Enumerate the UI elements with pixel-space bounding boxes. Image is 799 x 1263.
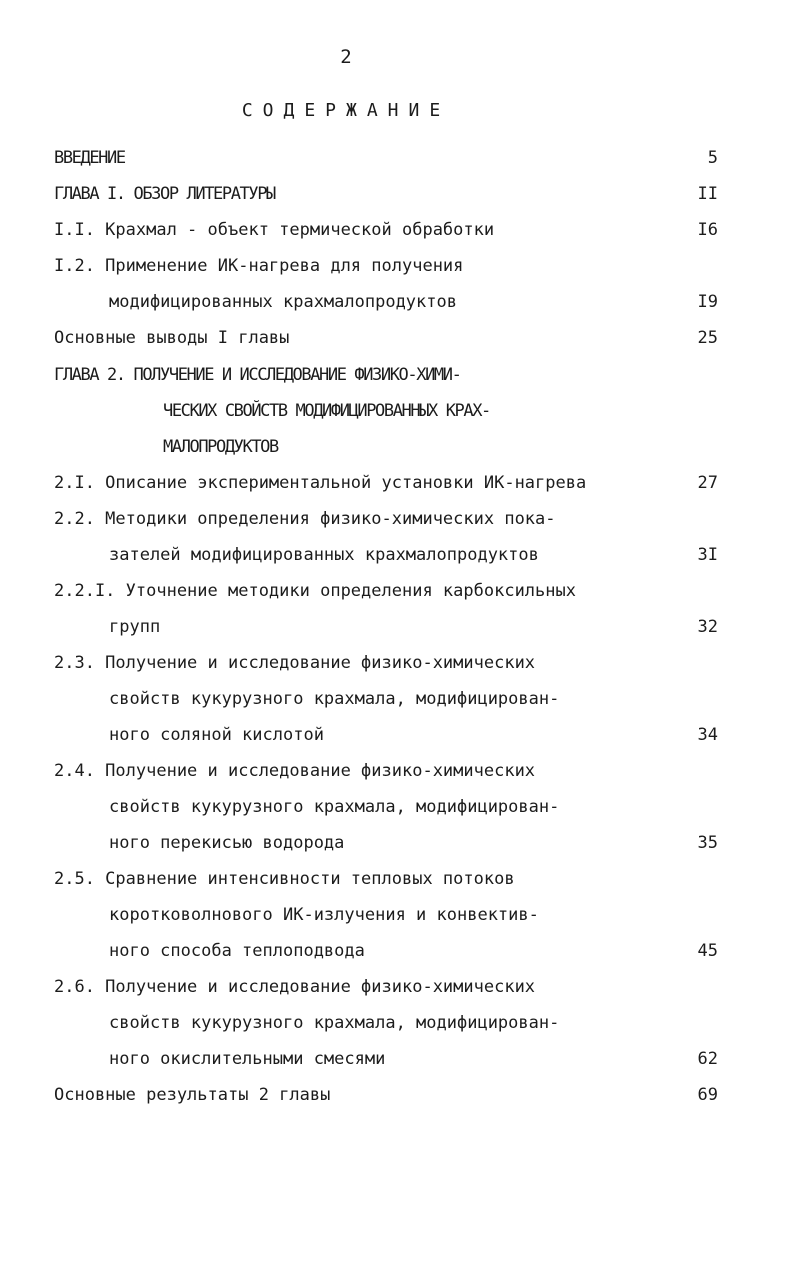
toc-title: СОДЕРЖАНИЕ	[241, 100, 451, 121]
toc-page-results-2: 69	[697, 1085, 718, 1105]
toc-page-1-1: I6	[697, 220, 718, 240]
toc-page-2-2: 3I	[697, 545, 718, 565]
toc-entry-2-5-cont2: ного способа теплоподвода	[109, 941, 365, 961]
toc-entry-2-2-cont: зателей модифицированных крахмалопродуктов	[109, 545, 539, 565]
toc-entry-introduction: ВВЕДЕНИЕ	[54, 148, 125, 168]
toc-entry-results-2: Основные результаты 2 главы	[54, 1085, 331, 1105]
toc-entry-2-6-cont2: ного окислительными смесями	[109, 1049, 386, 1069]
toc-entry-1-1: I.I. Крахмал - объект термической обработки	[54, 220, 495, 240]
toc-entry-chapter-2-cont2: МАЛОПРОДУКТОВ	[163, 437, 278, 457]
toc-entry-2-6: 2.6. Получение и исследование физико-химических	[54, 977, 536, 997]
toc-entry-2-3-cont2: ного соляной кислотой	[109, 725, 324, 745]
toc-entry-conclusions-1: Основные выводы I главы	[54, 328, 290, 348]
toc-page-introduction: 5	[707, 148, 718, 168]
toc-entry-2-5-cont: коротковолнового ИК-излучения и конвектив-	[109, 905, 539, 925]
toc-page-conclusions-1: 25	[697, 328, 718, 348]
toc-entry-1-2: I.2. Применение ИК-нагрева для получения	[54, 256, 464, 276]
toc-entry-2-2: 2.2. Методики определения физико-химических пока-	[54, 509, 556, 529]
toc-entry-2-3-cont: свойств кукурузного крахмала, модифицирован-	[109, 689, 560, 709]
toc-entry-2-4-cont2: ного перекисью водорода	[109, 833, 345, 853]
toc-entry-2-2-1: 2.2.I. Уточнение методики определения карбоксильных	[54, 581, 576, 601]
toc-entry-2-2-1-cont: групп	[109, 617, 161, 637]
toc-page-2-4: 35	[697, 833, 718, 853]
toc-entry-2-4-cont: свойств кукурузного крахмала, модифицирован-	[109, 797, 560, 817]
toc-entry-2-4: 2.4. Получение и исследование физико-химических	[54, 761, 536, 781]
toc-page-2-2-1: 32	[697, 617, 718, 637]
toc-entry-2-3: 2.3. Получение и исследование физико-химических	[54, 653, 536, 673]
page-number: 2	[340, 46, 352, 68]
toc-entry-2-6-cont: свойств кукурузного крахмала, модифицирован-	[109, 1013, 560, 1033]
toc-page-2-3: 34	[697, 725, 718, 745]
toc-page-chapter-1: II	[697, 184, 718, 204]
toc-entry-2-5: 2.5. Сравнение интенсивности тепловых потоков	[54, 869, 515, 889]
toc-entry-chapter-2: ГЛАВА 2. ПОЛУЧЕНИЕ И ИССЛЕДОВАНИЕ ФИЗИКО-ХИМИ-	[54, 365, 461, 385]
toc-entry-chapter-2-cont: ЧЕСКИХ СВОЙСТВ МОДИФИЦИРОВАННЫХ КРАХ-	[163, 401, 490, 421]
toc-entry-chapter-1: ГЛАВА I. ОБЗОР ЛИТЕРАТУРЫ	[54, 184, 275, 204]
toc-entry-2-1: 2.I. Описание экспериментальной установки ИК-нагрева	[54, 473, 587, 493]
toc-page-2-6: 62	[697, 1049, 718, 1069]
toc-entry-1-2-cont: модифицированных крахмалопродуктов	[109, 292, 457, 312]
toc-page-2-5: 45	[697, 941, 718, 961]
toc-page-2-1: 27	[697, 473, 718, 493]
toc-page-1-2: I9	[697, 292, 718, 312]
